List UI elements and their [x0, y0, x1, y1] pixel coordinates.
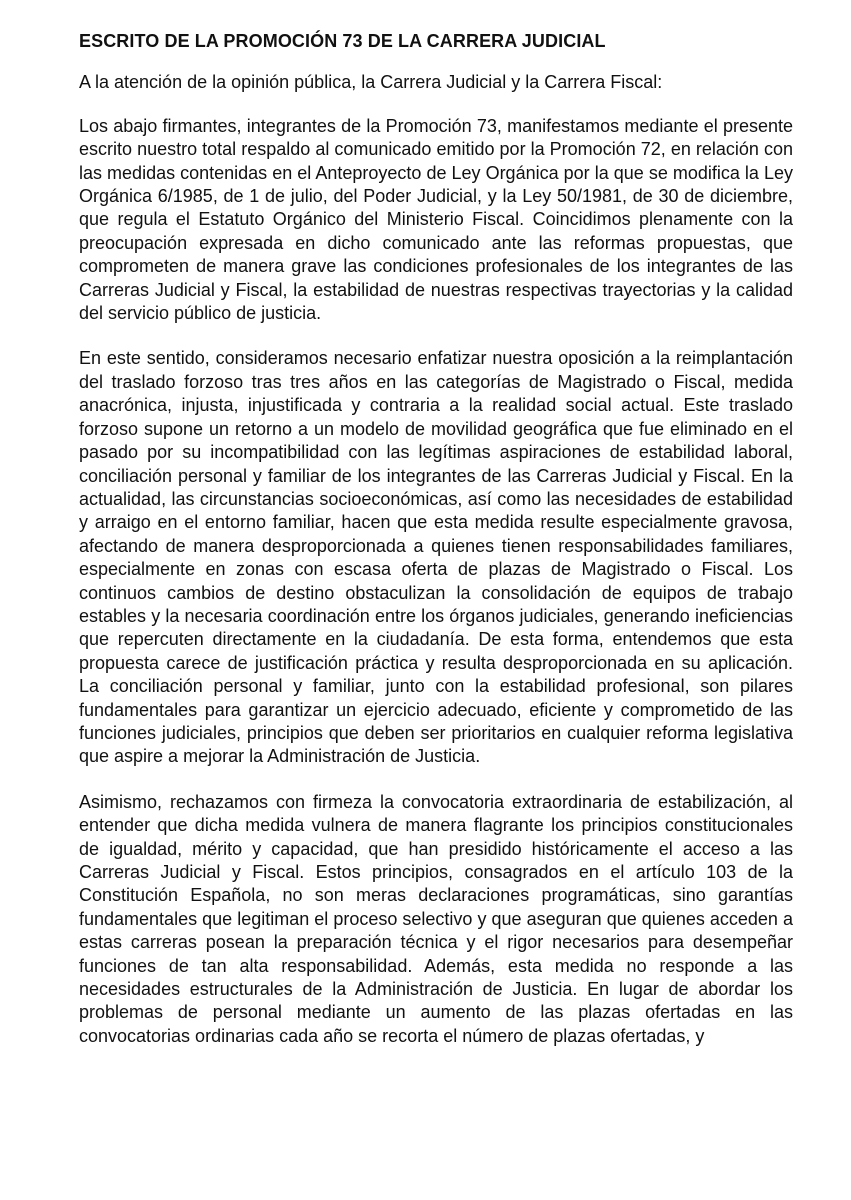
document-page — [79, 30, 793, 1070]
paragraph-2: En este sentido, consideramos necesario enfatizar nuestra oposición a la reimplantación del traslado forzoso tras tres años en las categorías de Magistrado o Fiscal, medida anacrónica, injusta, injustificada y contraria a la realidad social actual. Este traslado forzoso supone un retorno a un modelo de movilidad geográfica que fue eliminado en el pasado por su incompatibilidad con las legítimas aspiraciones de estabilidad laboral, conciliación personal y familiar de los integrantes de las Carreras Judicial y Fiscal. En la actualidad, las circunstancias socioeconómicas, así como las necesidades de estabilidad y arraigo en el entorno familiar, hacen que esta medida resulte especialmente gravosa, afectando de manera desproporcionada a quienes tienen responsabilidades familiares, especialmente en zonas con escasa oferta de plazas de Magistrado o Fiscal. Los continuos cambios de destino obstaculizan la consolidación de equipos de trabajo estables y la necesaria coordinación entre los órganos judiciales, generando ineficiencias que repercuten directamente en la ciudadanía. De esta forma, entendemos que esta propuesta carece de justificación práctica y resulta desproporcionada en su aplicación. La conciliación personal y familiar, junto con la estabilidad profesional, son pilares fundamentales para garantizar un ejercicio adecuado, eficiente y comprometido de las funciones judiciales, principios que deben ser prioritarios en cualquier reforma legislativa que aspire a mejorar la Administración de Justicia. — [79, 348, 793, 767]
paragraph-1: Los abajo firmantes, integrantes de la Promoción 73, manifestamos mediante el presente escrito nuestro total respaldo al comunicado emitido por la Promoción 72, en relación con las medidas contenidas en el Anteproyecto de Ley Orgánica por la que se modifica la Ley Orgánica 6/1985, de 1 de julio, del Poder Judicial, y la Ley 50/1981, de 30 de diciembre, que regula el Estatuto Orgánico del Ministerio Fiscal. Coincidimos plenamente con la preocupación expresada en dicho comunicado ante las reformas propuestas, que comprometen de manera grave las condiciones profesionales de los integrantes de las Carreras Judicial y Fiscal, la estabilidad de nuestras respectivas trayectorias y la calidad del servicio público de justicia. — [79, 115, 793, 324]
document-salutation: A la atención de la opinión pública, la Carrera Judicial y la Carrera Fiscal: — [79, 72, 663, 93]
document-title: ESCRITO DE LA PROMOCIÓN 73 DE LA CARRERA JUDICIAL — [79, 31, 606, 51]
paragraph-3: Asimismo, rechazamos con firmeza la convocatoria extraordinaria de estabilización, al entender que dicha medida vulnera de manera flagrante los principios constitucionales de igualdad, mérito y capacidad, que han presidido históricamente el acceso a las Carreras Judicial y Fiscal. Estos principios, consagrados en el artículo 103 de la Constitución Española, no son meras declaraciones programáticas, sino garantías fundamentales que legitiman el proceso selectivo y que aseguran que quienes acceden a estas carreras posean la preparación técnica y el rigor necesarios para desempeñar funciones de tan alta responsabilidad. Además, esta medida no responde a las necesidades estructurales de la Administración de Justicia. En lugar de abordar los problemas de personal mediante un aumento de las plazas ofertadas en las convocatorias ordinarias cada año se recorta el número de plazas ofertadas, y — [79, 791, 793, 1046]
